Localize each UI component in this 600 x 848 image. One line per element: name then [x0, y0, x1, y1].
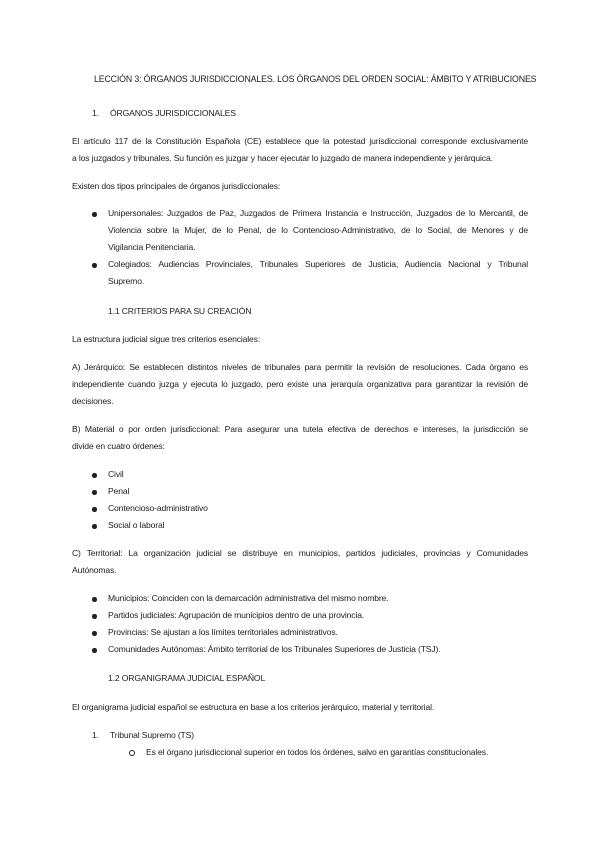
list-number: 1.: [92, 730, 99, 740]
type-unipersonales-line-1: Unipersonales: Juzgados de Paz, Juzgados de Primera Instancia e Instrucción, Juzgados de lo Mercantil, de: [108, 208, 528, 218]
territorial-item: Partidos judiciales: Agrupación de municipios dentro de una provincia.: [108, 610, 365, 620]
intro-line-1: El artículo 117 de la Constitución Española (CE) establece que la potestad jurisdiccional corresponde exclusivamente: [72, 136, 528, 146]
section-1-1-heading: 1.1 CRITERIOS PARA SU CREACIÓN: [108, 306, 252, 316]
order-item: Civil: [108, 469, 124, 479]
bullet-icon: [92, 473, 97, 478]
bullet-icon: [92, 631, 97, 636]
section-1-heading: ÓRGANOS JURISDICCIONALES: [110, 108, 236, 118]
criterion-a-line-3: decisiones.: [72, 396, 114, 406]
bullet-icon: [92, 648, 97, 653]
type-colegiados-line-2: Supremo.: [108, 276, 145, 286]
bullet-icon: [92, 263, 97, 268]
lesson-title: LECCIÓN 3: ÓRGANOS JURISDICCIONALES. LOS ÓRGANOS DEL ORDEN SOCIAL: ÁMBITO Y ATRIBUCIONES: [94, 74, 537, 84]
criterion-c-line-2: Autónomas.: [72, 565, 117, 575]
criterion-b-line-1: B) Material o por orden jurisdiccional: Para asegurar una tutela efectiva de derechos e intereses, la jurisdicción se: [72, 424, 528, 434]
organigram-intro: El organigrama judicial español se estructura en base a los criterios jerárquico, material y territorial.: [72, 702, 435, 712]
territorial-item: Provincias: Se ajustan a los límites territoriales administrativos.: [108, 627, 338, 637]
type-unipersonales-line-3: Vigilancia Penitenciaria.: [108, 242, 196, 252]
intro-line-2: a los juzgados y tribunales. Su función es juzgar y hacer ejecutar lo juzgado de manera independiente y jerárquica.: [72, 153, 493, 163]
section-1-number: 1.: [92, 108, 99, 118]
criteria-intro: La estructura judicial sigue tres criterios esenciales:: [72, 334, 261, 344]
tribunal-supremo-description: Es el órgano jurisdiccional superior en todos los órdenes, salvo en garantías constitucionales.: [146, 747, 489, 757]
bullet-icon: [92, 212, 97, 217]
bullet-icon: [92, 507, 97, 512]
type-unipersonales-line-2: Violencia sobre la Mujer, de lo Penal, de lo Contencioso-Administrativo, de lo Social, de Menores y de: [108, 225, 528, 235]
criterion-c-line-1: C) Territorial: La organización judicial se distribuye en municipios, partidos judiciales, provincias y Comunidades: [72, 548, 528, 558]
order-item: Penal: [108, 486, 130, 496]
criterion-a-line-1: A) Jerárquico: Se establecen distintos niveles de tribunales para permitir la revisión de resoluciones. Cada órgano es: [72, 362, 528, 372]
criterion-b-line-2: divide en cuatro órdenes:: [72, 441, 165, 451]
section-1-2-heading: 1.2 ORGANIGRAMA JUDICIAL ESPAÑOL: [108, 673, 266, 683]
order-item: Contencioso-administrativo: [108, 503, 208, 513]
circle-bullet-icon: [129, 750, 135, 756]
criterion-a-line-2: independiente cuando juzga y ejecuta lo juzgado, pero existe una jerarquía organizativa para garantizar la revisión de: [72, 379, 528, 389]
bullet-icon: [92, 597, 97, 602]
bullet-icon: [92, 490, 97, 495]
territorial-item: Municipios: Coinciden con la demarcación administrativa del mismo nombre.: [108, 593, 389, 603]
bullet-icon: [92, 524, 97, 529]
types-intro: Existen dos tipos principales de órganos jurisdiccionales:: [72, 181, 281, 191]
bullet-icon: [92, 614, 97, 619]
type-colegiados-line-1: Colegiados: Audiencias Provinciales, Tribunales Superiores de Justicia, Audiencia Nacional y Tribunal: [108, 259, 528, 269]
order-item: Social o laboral: [108, 520, 165, 530]
territorial-item: Comunidades Autónomas: Ámbito territorial de los Tribunales Superiores de Justicia (TSJ).: [108, 644, 441, 654]
tribunal-supremo-label: Tribunal Supremo (TS): [110, 730, 194, 740]
